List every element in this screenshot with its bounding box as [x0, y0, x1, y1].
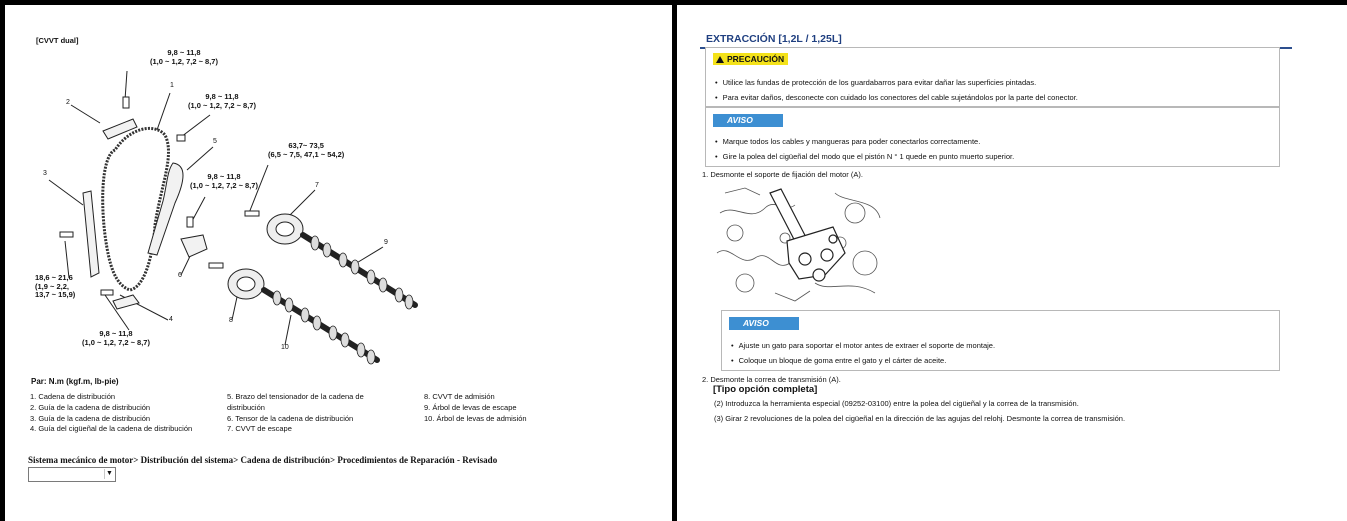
section-title: EXTRACCIÓN [1,2L / 1,25L]: [706, 33, 842, 45]
step-1: 1. Desmonte el soporte de fijación del motor (A).: [702, 170, 863, 179]
legend-column-1: 1. Cadena de distribución 2. Guía de la cadena de distribución 3. Guía de la cadena de distribución 4. Guía del cigüeñal de la cadena de distribución: [30, 392, 193, 434]
engine-mount-illustration: [715, 183, 885, 305]
torque-label-3: 63,7~ 73,5 (6,5 ~ 7,5, 47,1 ~ 54,2): [268, 141, 345, 159]
caution-label: PRECAUCIÓN: [727, 54, 785, 64]
callout-7: 7: [315, 182, 319, 189]
caution-box: [705, 47, 1280, 107]
legend-column-2: 5. Brazo del tensionador de la cadena de distribución 6. Tensor de la cadena de distribución 7. CVVT de escape: [227, 392, 364, 434]
callout-4: 4: [169, 316, 173, 323]
sub-step-3: (3) Girar 2 revoluciones de la polea del cigüeñal en la dirección de las agujas del relohj. Desmonte la correa de transmisión.: [714, 414, 1126, 423]
caution-header: [713, 53, 788, 65]
callout-3: 3: [43, 170, 47, 177]
step-2: 2. Desmonte la correa de transmisión (A).: [702, 375, 841, 384]
callout-6: 6: [178, 272, 182, 279]
torque-label-2: 9,8 ~ 11,8 (1,0 ~ 1,2, 7,2 ~ 8,7): [188, 92, 256, 110]
caution-item: • Para evitar daños, desconecte con cuidado los conectores del cable sujetándolos por la parte del conector.: [715, 93, 1078, 102]
notice-item: • Marque todos los cables y mangueras para poder conectarlos correctamente.: [715, 137, 980, 146]
torque-label-5: 18,6 ~ 21,6 (1,9 ~ 2,2, 13,7 ~ 15,9): [35, 273, 76, 299]
notice-label: AVISO: [729, 317, 799, 330]
caution-item: • Utilice las fundas de protección de los guardabarros para evitar dañar las superficies pintadas.: [715, 78, 1036, 87]
callout-5: 5: [213, 138, 217, 145]
callout-10: 10: [281, 344, 289, 351]
subheading: [Tipo opción completa]: [713, 384, 818, 395]
navigation-select[interactable]: [28, 467, 116, 482]
callout-9: 9: [384, 239, 388, 246]
timing-chain-diagram: [5, 5, 672, 365]
diagram-title: [CVVT dual]: [36, 36, 79, 45]
torque-label-1: 9,8 ~ 11,8 (1,0 ~ 1,2, 7,2 ~ 8,7): [150, 48, 218, 66]
callout-8: 8: [229, 317, 233, 324]
right-document-page: [677, 5, 1347, 521]
callout-2: 2: [66, 99, 70, 106]
torque-label-4: 9,8 ~ 11,8 (1,0 ~ 1,2, 7,2 ~ 8,7): [190, 172, 258, 190]
notice-box: [721, 310, 1280, 371]
notice-item: • Coloque un bloque de goma entre el gato y el cárter de aceite.: [731, 356, 946, 365]
units-caption: Par: N.m (kgf.m, lb-pie): [31, 377, 119, 386]
breadcrumb: Sistema mecánico de motor> Distribución del sistema> Cadena de distribución> Procedimientos de Reparación - Revisado: [28, 455, 498, 465]
notice-label: AVISO: [713, 114, 783, 127]
left-document-page: [5, 5, 672, 521]
torque-label-6: 9,8 ~ 11,8 (1,0 ~ 1,2, 7,2 ~ 8,7): [82, 329, 150, 347]
sub-step-2: (2) Introduzca la herramienta especial (09252-03100) entre la polea del cigüeñal y la correa de la transmisión.: [714, 399, 1079, 408]
callout-1: 1: [170, 82, 174, 89]
chevron-down-icon[interactable]: ▼: [104, 469, 114, 479]
notice-box: [705, 107, 1280, 167]
legend-column-3: 8. CVVT de admisión 9. Árbol de levas de escape 10. Árbol de levas de admisión: [424, 392, 527, 423]
notice-item: • Gire la polea del cigüeñal del modo que el pistón N ° 1 quede en punto muerto superior.: [715, 152, 1014, 161]
warning-triangle-icon: [716, 56, 724, 63]
notice-item: • Ajuste un gato para soportar el motor antes de extraer el soporte de montaje.: [731, 341, 995, 350]
